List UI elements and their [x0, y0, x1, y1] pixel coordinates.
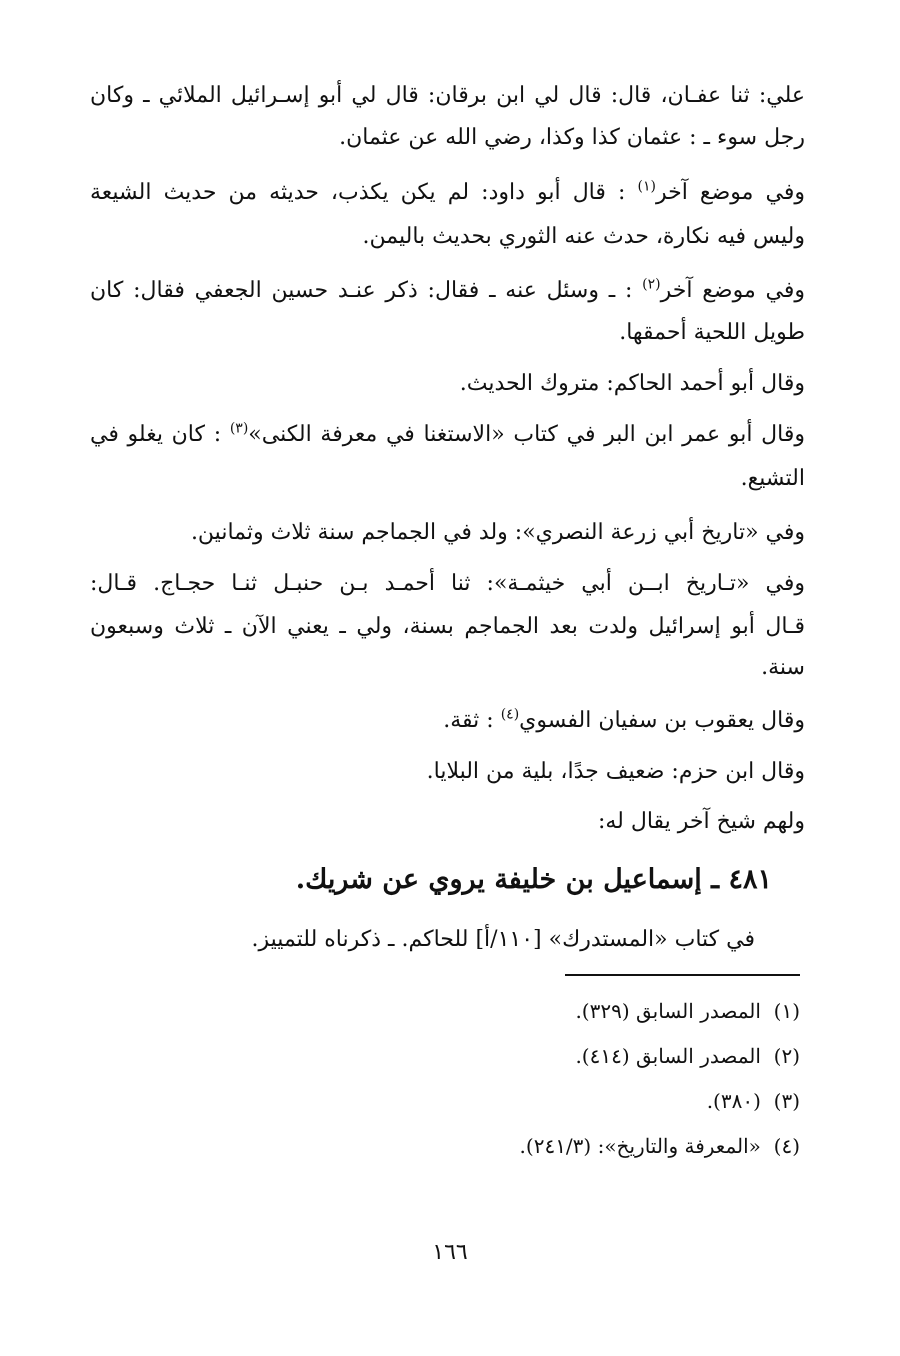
footnote-3: [707, 1086, 800, 1116]
footnote-number: (٤): [773, 1134, 800, 1158]
footnote-text: «المعرفة والتاريخ»: (٢٤١/٣).: [519, 1134, 761, 1158]
text-line-10: وفي «تاريخ أبي زرعة النصري»: ولد في الجماجم سنة ثلاث وثمانين.: [190, 520, 805, 545]
footnote-text: المصدر السابق (٣٢٩).: [575, 999, 761, 1023]
footnote-number: (٣): [773, 1089, 800, 1113]
text-line-3: [90, 175, 805, 211]
text-line-12: قـال أبو إسرائيل ولدت بعد الجماجم بسنة، ولي ـ يعني الآن ـ ثلاث وسبعون: [90, 614, 805, 639]
text-segment: : كان يغلو في: [90, 422, 230, 447]
text-line-1: علي: ثنا عفـان، قال: قال لي ابن برقان: قال لي أبو إسـرائيل الملائي ـ وكان: [90, 83, 805, 108]
text-segment: وفي موضع آخر: [655, 180, 805, 205]
text-segment: : قال أبو داود: لم يكن يكذب، حديثه من حديث الشيعة: [90, 180, 638, 205]
footnote-marker-1: (١): [637, 178, 656, 195]
text-line-17: في كتاب «المستدرك» [١١٠/أ] للحاكم. ـ ذكرناه للتمييز.: [251, 927, 755, 952]
footnote-1: [575, 996, 800, 1026]
footnote-2: [575, 1041, 800, 1071]
footnote-number: (٢): [773, 1044, 800, 1068]
text-line-13: سنة.: [761, 655, 805, 680]
text-segment: وقال أبو عمر ابن البر في كتاب «الاستغنا في معرفة الكنى»: [248, 422, 805, 447]
text-segment: : ـ وسئل عنه ـ فقال: ذكر عنـد حسين الجعفي فقال: كان: [90, 278, 643, 303]
text-line-14: [90, 703, 805, 739]
text-segment: وفي موضع آخر: [660, 278, 805, 303]
text-line-15: وقال ابن حزم: ضعيف جدًا، بلية من البلايا.: [426, 759, 805, 784]
footnote-marker-2: (٢): [642, 276, 661, 293]
text-line-16: ولهم شيخ آخر يقال له:: [597, 809, 805, 834]
footnote-number: (١): [773, 999, 800, 1023]
page-number: ١٦٦: [432, 1240, 468, 1265]
footnote-4: [520, 1131, 800, 1161]
text-line-8: [90, 417, 805, 453]
footnote-text: (٣٨٠).: [706, 1089, 761, 1113]
text-segment: وقال يعقوب بن سفيان الفسوي: [519, 708, 805, 733]
text-line-5: [90, 273, 805, 309]
text-line-11: وفي «تـاريخ ابــن أبي خيثمـة»: ثنا أحمـد بـن حنبـل ثنـا حجـاج. قـال:: [90, 571, 805, 596]
entry-heading: ٤٨١ ـ إسماعيل بن خليفة يروي عن شريك.: [295, 864, 772, 895]
footnote-marker-3: (٣): [229, 420, 249, 437]
text-line-2: رجل سوء ـ : عثمان كذا وكذا، رضي الله عن عثمان.: [339, 125, 805, 150]
text-segment: : ثقة.: [443, 708, 501, 733]
footnote-separator: [565, 974, 800, 976]
text-line-6: طويل اللحية أحمقها.: [619, 320, 805, 345]
footnote-marker-4: (٤): [500, 706, 520, 723]
text-line-7: وقال أبو أحمد الحاكم: متروك الحديث.: [459, 371, 805, 396]
text-line-4: وليس فيه نكارة، حدث عنه الثوري بحديث باليمن.: [362, 224, 805, 249]
footnote-text: المصدر السابق (٤١٤).: [575, 1044, 761, 1068]
text-line-9: التشيع.: [740, 466, 805, 491]
